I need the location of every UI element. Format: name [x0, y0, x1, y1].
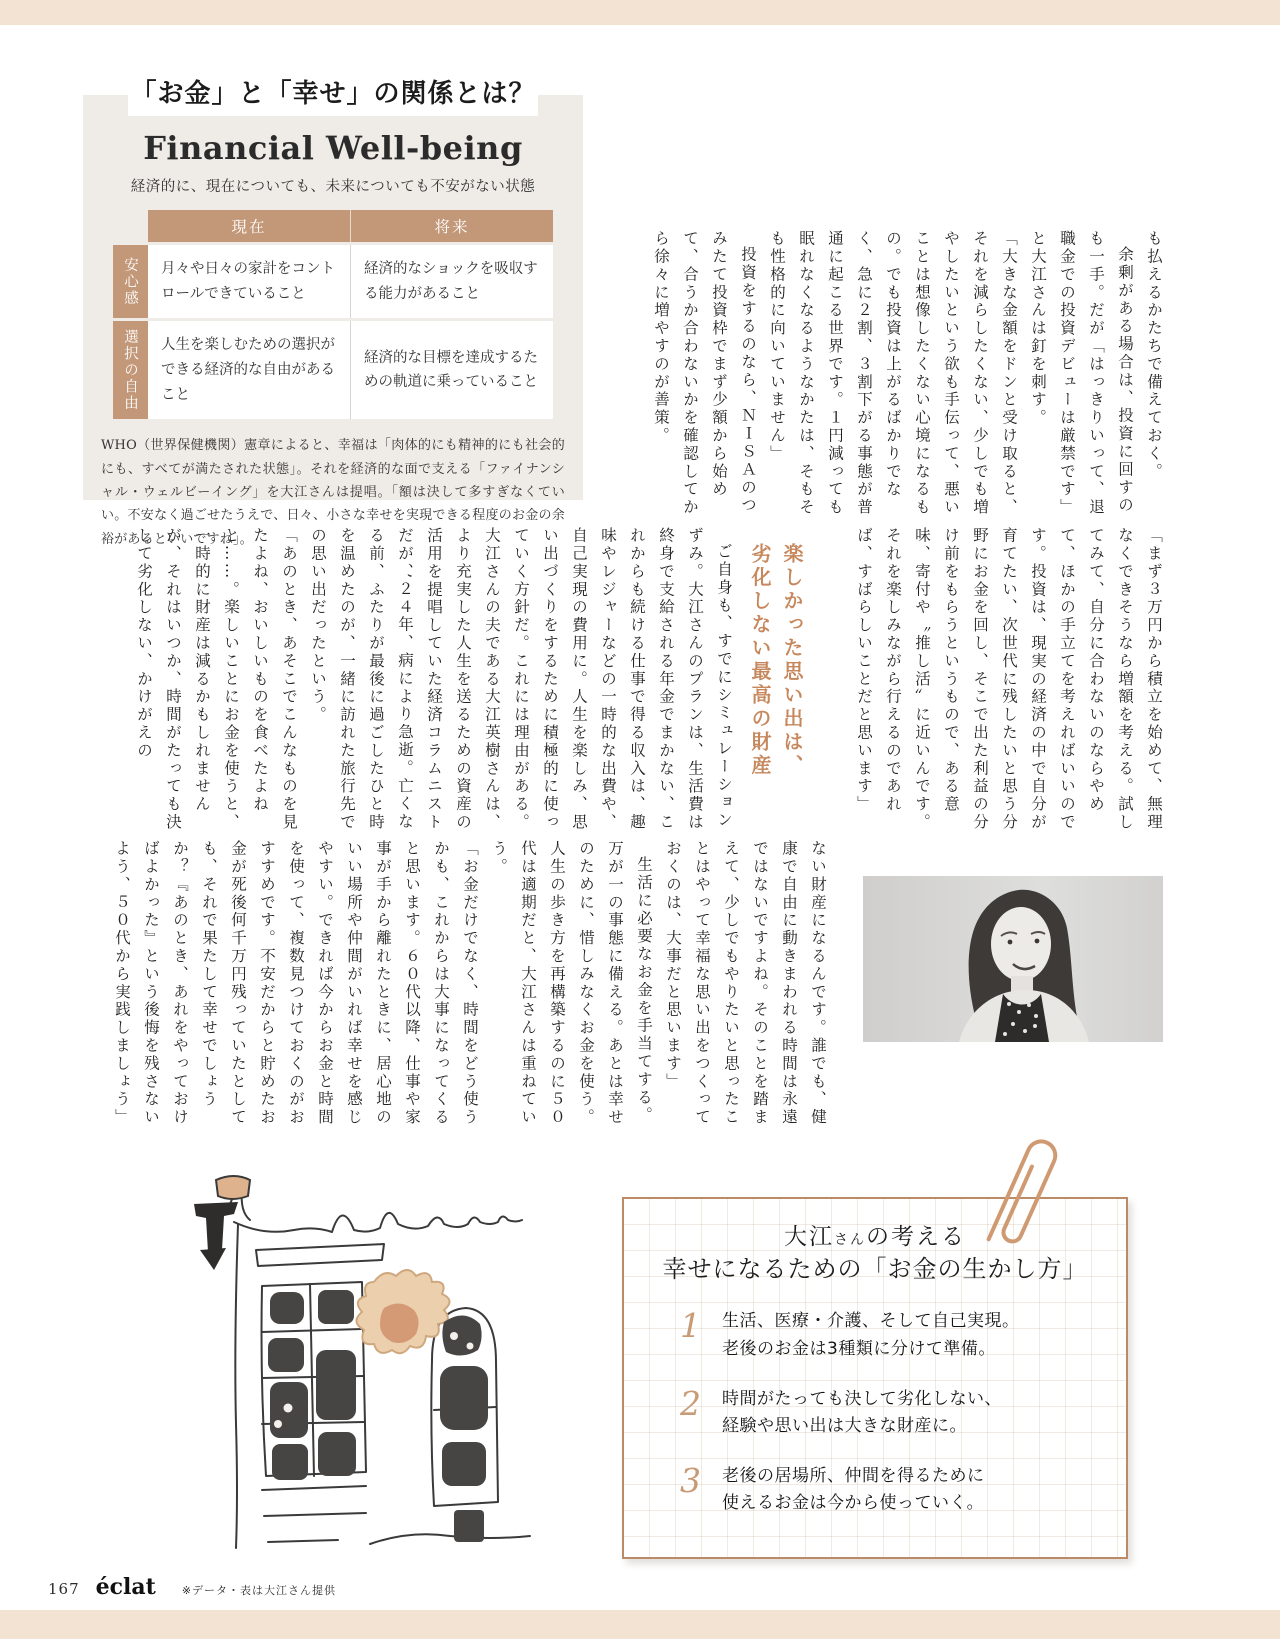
- table-cell: 経済的な目標を達成するための軌道に乗っていること: [350, 321, 553, 419]
- page-number: 167: [48, 1580, 80, 1598]
- card-item-text-line: 経験や思い出は大きな財産に。: [722, 1416, 967, 1437]
- table-header-future: 将来: [350, 210, 553, 242]
- card-item-text-line: 老後のお金は3種類に分けて準備。: [722, 1339, 996, 1360]
- card-item-text-line: 時間がたっても決して劣化しない、: [722, 1388, 1002, 1409]
- subheading-line: 劣化しない最高の財産: [748, 543, 772, 778]
- card-item-number: 2: [680, 1383, 701, 1423]
- page-footer: [48, 1574, 336, 1604]
- card-title-line2: 幸せになるための「お金の生かし方」: [662, 1254, 1088, 1283]
- article-block-top-right: [628, 230, 1168, 526]
- article-paragraph: 投資をするのなら、ＮＩＳＡのつみたて投資枠でまず少額から始めて、合うか合わないかを確認してから徐々に増やすのが善策。: [652, 230, 757, 517]
- article-paragraph: ない財産になるんです。誰でも、健康で自由に動きまわれる時間は永遠ではないですよね。そのことを踏まえて、少しでもやりたいと思ったことはやって幸福な思い出をつくっておくのは、大事だと思います」: [664, 840, 827, 1127]
- card-item-3: [680, 1460, 1126, 1518]
- article-block-bottom: [78, 840, 832, 1140]
- wellbeing-table: [113, 210, 553, 419]
- portrait-photo: [863, 876, 1163, 1042]
- table-cell: 経済的なショックを吸収する能力があること: [350, 245, 553, 318]
- card-item-text: [722, 1386, 1002, 1441]
- card-title-rest: の考える: [866, 1224, 966, 1250]
- article-block-middle-left: [78, 527, 738, 837]
- table-header-present: 現在: [148, 210, 350, 242]
- table-corner: [113, 210, 148, 242]
- illustration-graphic: [138, 1150, 533, 1565]
- paperclip-icon: [985, 1122, 1065, 1262]
- page-bottom-border: [0, 1610, 1280, 1639]
- card-item-text-line: 生活、医療・介護、そして自己実現。: [722, 1311, 1020, 1332]
- table-row-label-security: 安心感: [113, 245, 148, 318]
- article-paragraph: 「まず３万円から積立を始めて、無理なくできそうなら増額を考える。試してみて、自分に合わないのならやめて、ほかの手立てを考えればいいのです。投資は、現実の経済の中で自分が育てたい、次世代に残したいと思う分野にお金を回し、そこで出た利益の分け前をもらうというもので、ある意味、寄付や〝推し活〟に近いんです。それを楽しみながら行えるのであれば、すばらしいことだと思います」: [855, 527, 1163, 832]
- subheading-line: 楽しかった思い出は、: [780, 543, 804, 778]
- article-paragraph: 生活に必要なお金を手当てする。万が一の事態に備える。あとは幸せのために、惜しみなくお金を使う。人生の歩き方を再構築するのに５０代は適期だと、大江さんは重ねていう。: [490, 840, 653, 1127]
- article-paragraph: も払えるかたちで備えておく。: [1145, 230, 1163, 481]
- article-paragraph: 余剰がある場合は、投資に回すのも一手。だが「はっきりいって、退職金での投資デビューは厳禁です」と大江さんは釘を刺す。: [1029, 230, 1134, 517]
- panel-subtitle: 経済的に、現在についても、未来についても不安がない状態: [130, 179, 536, 195]
- card-item-2: [680, 1383, 1126, 1441]
- page-top-border: [0, 0, 1280, 25]
- card-title-honorific: さん: [834, 1232, 866, 1248]
- table-cell: 人生を楽しむための選択ができる経済的な自由があること: [148, 321, 350, 419]
- article-subheading: [742, 543, 808, 833]
- article-paragraph: ご自身も、すでにシミュレーションずみ。大江さんのプランは、生活費は終身で支給される年金でまかない、これからも続ける仕事で得る収入は、趣味やレジャーなどの一時的な出費や、自己実現の費用に。人生を楽しみ、思い出づくりをするために積極的に使っていく方針だ。これには理由がある。大江さんの夫である大江英樹さんは、より充実した人生を送るための資産の活用を提唱していた経済コラムニストだが、’２４年、病により急逝。亡くなる前、ふたりが最後に過ごしたひと時を温めたのが、一緒に訪れた旅行先での思い出だったという。: [309, 527, 733, 832]
- card-item-text-line: 老後の居場所、仲間を得るために: [722, 1465, 985, 1486]
- article-paragraph: 「あのとき、あそこでこんなものを見たよね、おいしいものを食べたよねと……。楽しいことにお金を使うと、一時的に財産は減るかもしれませんが、それはいつか、時間がたっても決して劣化しない、かけがえの: [135, 527, 298, 832]
- table-cell: 月々や日々の家計をコントロールできていること: [148, 245, 350, 318]
- card-title-name: 大江: [784, 1224, 834, 1250]
- article-paragraph: 「大きな金額をドンと受け取ると、それを減らしたくない、少しでも増やしたいという欲も手伝って、悪いことは想像したくない心境になるもの。でも投資は上がるばかりでなく、急に２割、３割下がる事態が普通に起こる世界です。１円減っても眠れなくなるようなかたは、そもそも性格的に向いていません」: [768, 230, 1018, 517]
- who-definition-note: WHO（世界保健機関）憲章によると、幸福は「肉体的にも精神的にも社会的にも、すべてが満たされた状態」。それを経済的な面で支える「ファイナンシャル・ウェルビーイング」を大江さんは提唱。「額は決して多すぎなくていい。不安なく過ごせたうえで、日々、小さな幸せを実現できる程度のお金の余裕があるといいですね」。: [101, 438, 565, 547]
- portrait-photo-graphic: [863, 876, 1163, 1042]
- panel-heading: Financial Well-being: [143, 129, 523, 167]
- financial-wellbeing-panel: [83, 95, 583, 547]
- eclat-logo: éclat: [95, 1574, 156, 1600]
- article-block-middle-right: [810, 527, 1168, 837]
- card-item-text: [722, 1463, 985, 1518]
- table-row-label-freedom: 選択の自由: [113, 321, 148, 419]
- card-item-number: 3: [680, 1460, 701, 1500]
- section-title: 「お金」と「幸せ」の関係とは？: [128, 66, 538, 116]
- card-item-number: 1: [680, 1306, 701, 1346]
- street-lamp-illustration: [138, 1150, 533, 1565]
- card-item-text: [722, 1308, 1020, 1363]
- data-credit: ※データ・表は大江さん提供: [181, 1584, 337, 1597]
- card-item-text-line: 使えるお金は今から使っていく。: [722, 1493, 985, 1514]
- article-paragraph: 「お金だけでなく、時間をどう使うかも、これからは大事になってくると思います。６０代以降、仕事や家事が手から離れたときに、居心地のいい場所や仲間がいれば幸せを感じやすい。できれば今からお金と時間を使って、複数見つけておくのがおすすめです。不安だからと貯めたお金が死後何千万円残っていたとしても、それで果たして幸せでしょうか？『あのとき、あれをやっておけばよかった』という後悔を残さないよう、５０代から実践しましょう」: [113, 840, 479, 1127]
- card-item-1: [680, 1308, 1126, 1363]
